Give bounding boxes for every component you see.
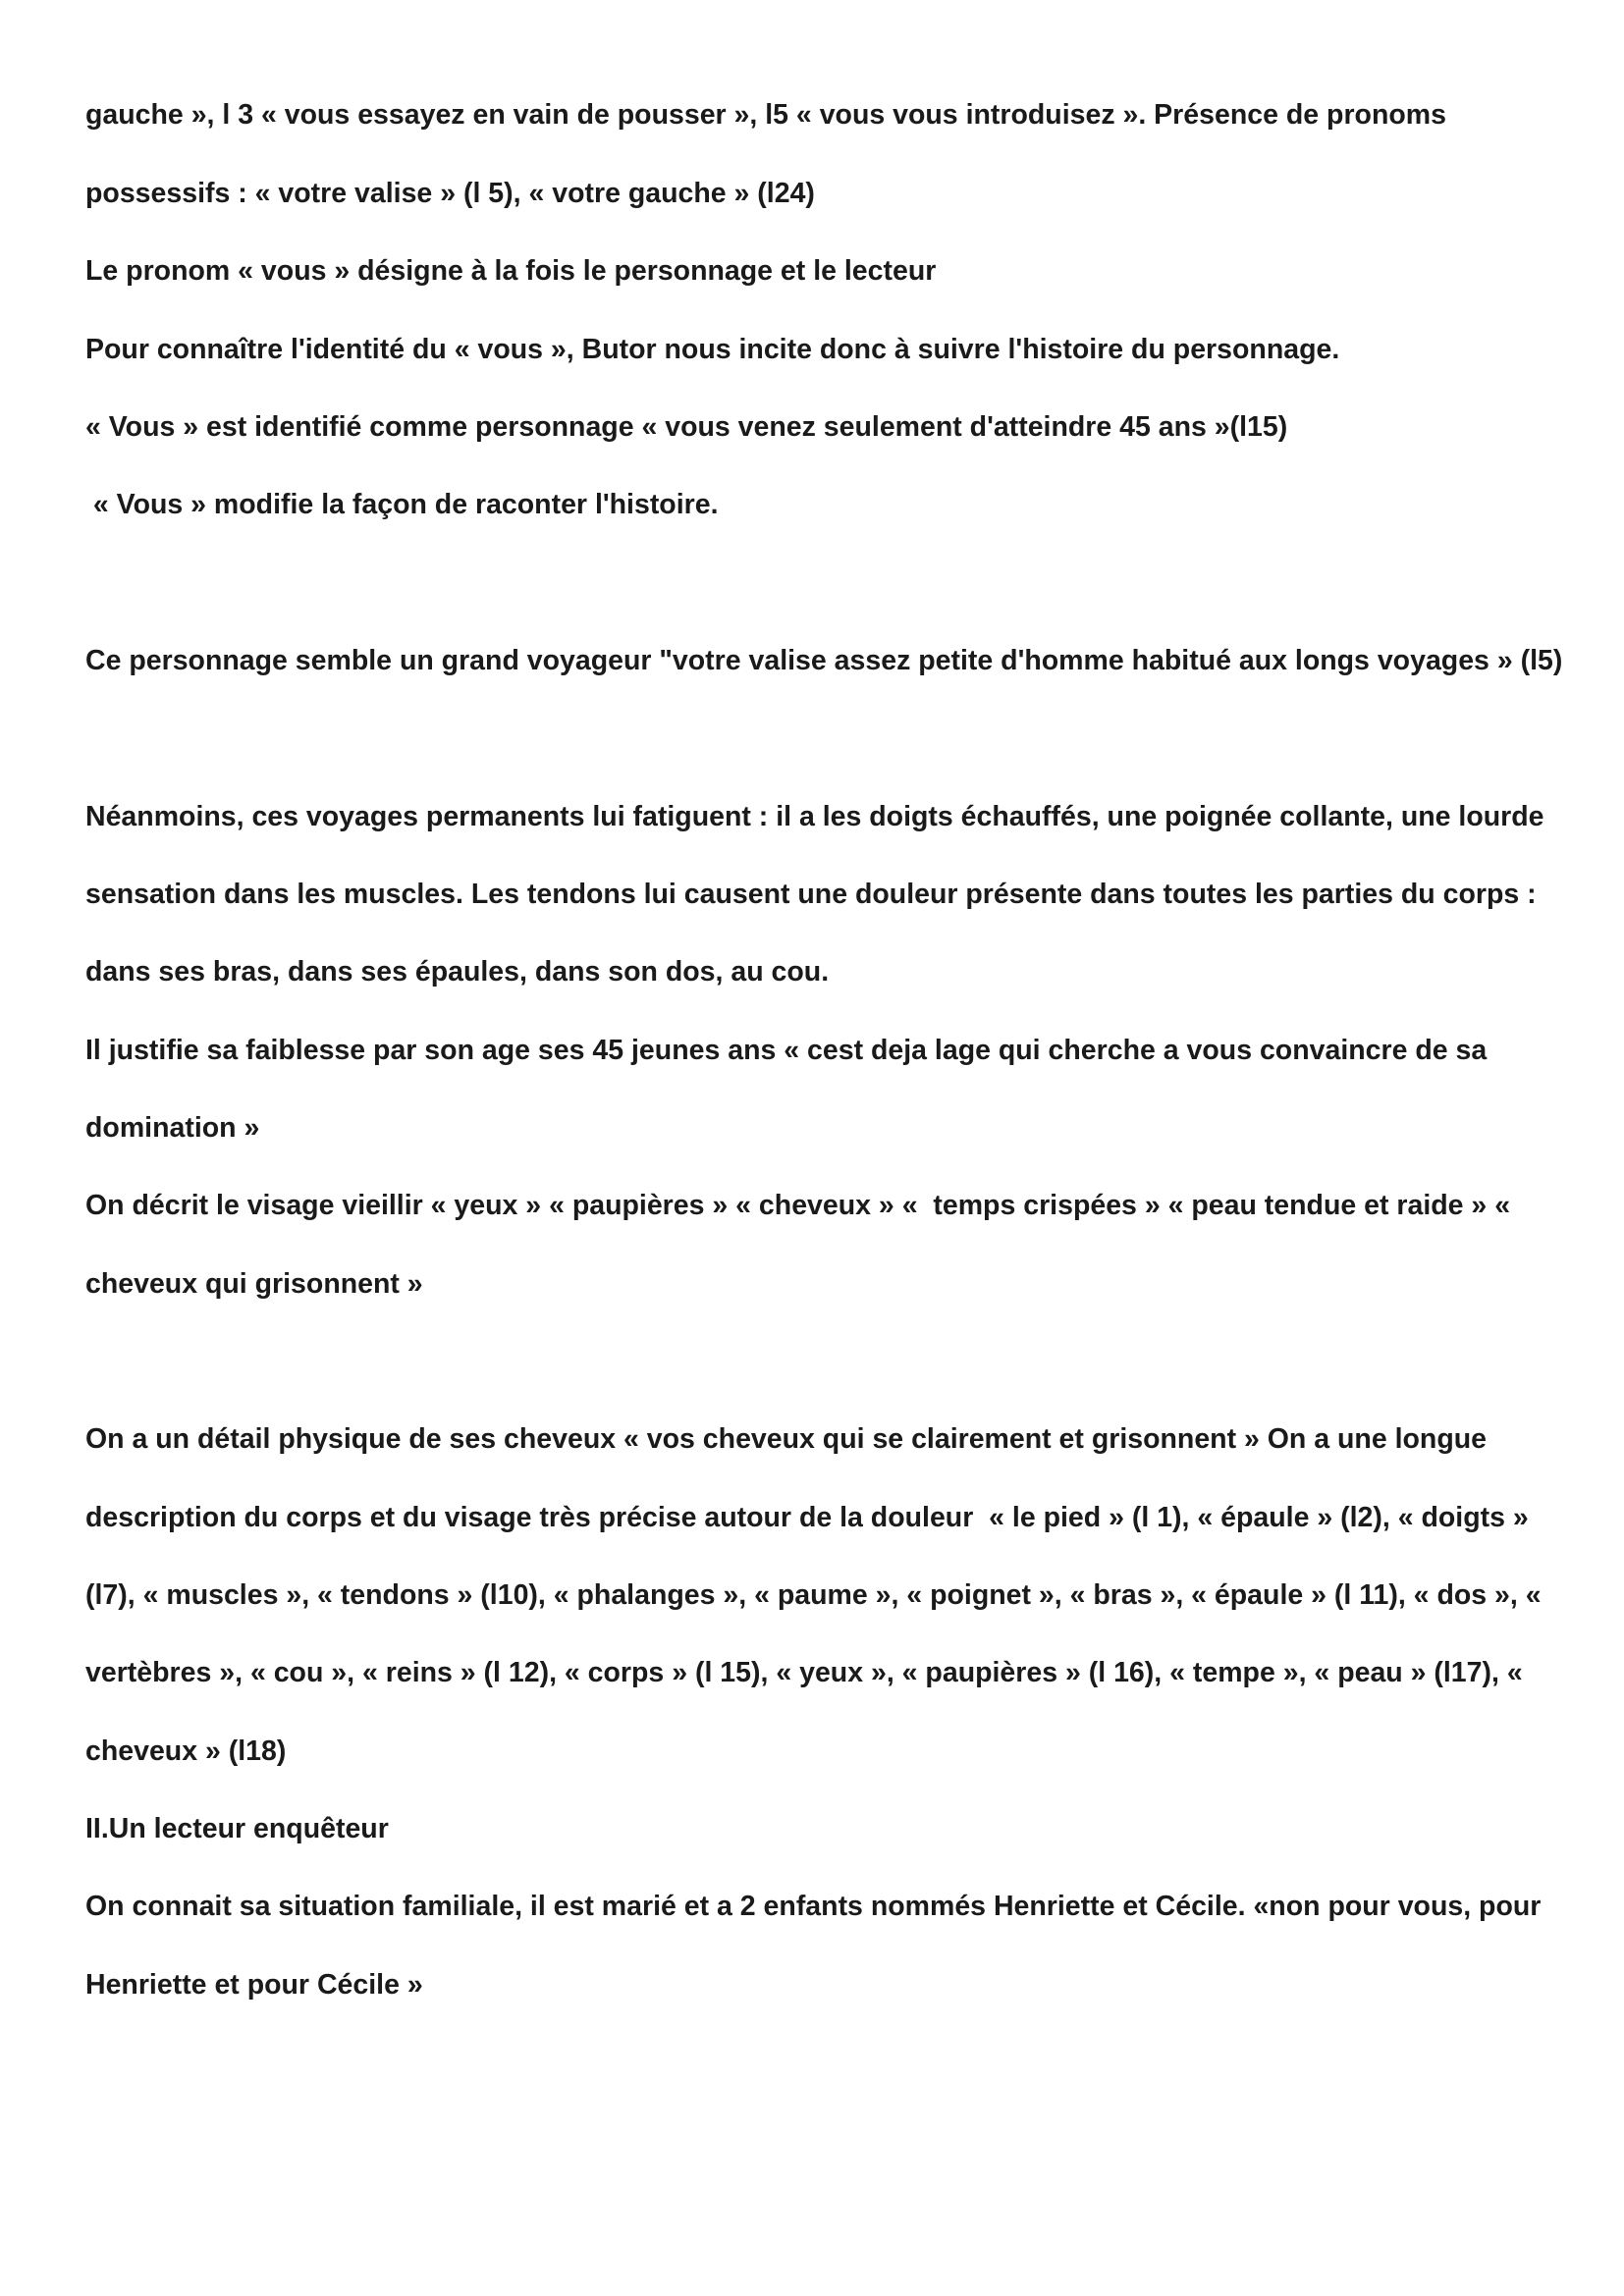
text-line-6: « Vous » modifie la façon de raconter l'histoire. (85, 489, 719, 520)
text-line-16: description du corps et du visage très précise autour de la douleur « le pied » (l 1), « épaule » (l2), « doigts » (85, 1502, 1529, 1533)
text-line-17: (l7), « muscles », « tendons » (l10), « phalanges », « paume », « poignet », « bras », « épaule » (l 11), « dos », « (85, 1579, 1542, 1611)
text-line-8: Néanmoins, ces voyages permanents lui fatiguent : il a les doigts échauffés, une poignée collante, une lourde (85, 801, 1544, 832)
text-line-7: Ce personnage semble un grand voyageur "votre valise assez petite d'homme habitué aux longs voyages » (l5) (85, 645, 1563, 676)
text-line-1: gauche », l 3 « vous essayez en vain de pousser », l5 « vous vous introduisez ». Présence de pronoms (85, 99, 1446, 131)
text-line-4: Pour connaître l'identité du « vous », Butor nous incite donc à suivre l'histoire du personnage. (85, 334, 1340, 365)
text-line-11: Il justifie sa faiblesse par son age ses 45 jeunes ans « cest deja lage qui cherche a vous convaincre de sa (85, 1035, 1488, 1066)
text-line-10: dans ses bras, dans ses épaules, dans son dos, au cou. (85, 956, 830, 988)
text-line-9: sensation dans les muscles. Les tendons lui causent une douleur présente dans toutes les parties du corps : (85, 879, 1537, 910)
text-line-13: On décrit le visage vieillir « yeux » « paupières » « cheveux » « temps crispées » « peau tendue et raide » « (85, 1190, 1511, 1221)
text-line-2: possessifs : « votre valise » (l 5), « votre gauche » (l24) (85, 178, 815, 209)
text-line-19: cheveux » (l18) (85, 1735, 287, 1767)
text-line-15: On a un détail physique de ses cheveux « vos cheveux qui se clairement et grisonnent » On a une longue (85, 1423, 1488, 1455)
text-line-21: On connait sa situation familiale, il est marié et a 2 enfants nommés Henriette et Cécile. «non pour vous, pour (85, 1891, 1542, 1922)
text-line-18: vertèbres », « cou », « reins » (l 12), « corps » (l 15), « yeux », « paupières » (l 16), « tempe », « peau » (l17), « (85, 1657, 1523, 1688)
text-line-14: cheveux qui grisonnent » (85, 1268, 423, 1300)
text-line-5: « Vous » est identifié comme personnage « vous venez seulement d'atteindre 45 ans »(l15) (85, 411, 1288, 443)
text-line-3: Le pronom « vous » désigne à la fois le personnage et le lecteur (85, 255, 937, 287)
section-heading: II.Un lecteur enquêteur (85, 1813, 389, 1844)
text-line-12: domination » (85, 1112, 260, 1144)
text-line-22: Henriette et pour Cécile » (85, 1969, 423, 2001)
